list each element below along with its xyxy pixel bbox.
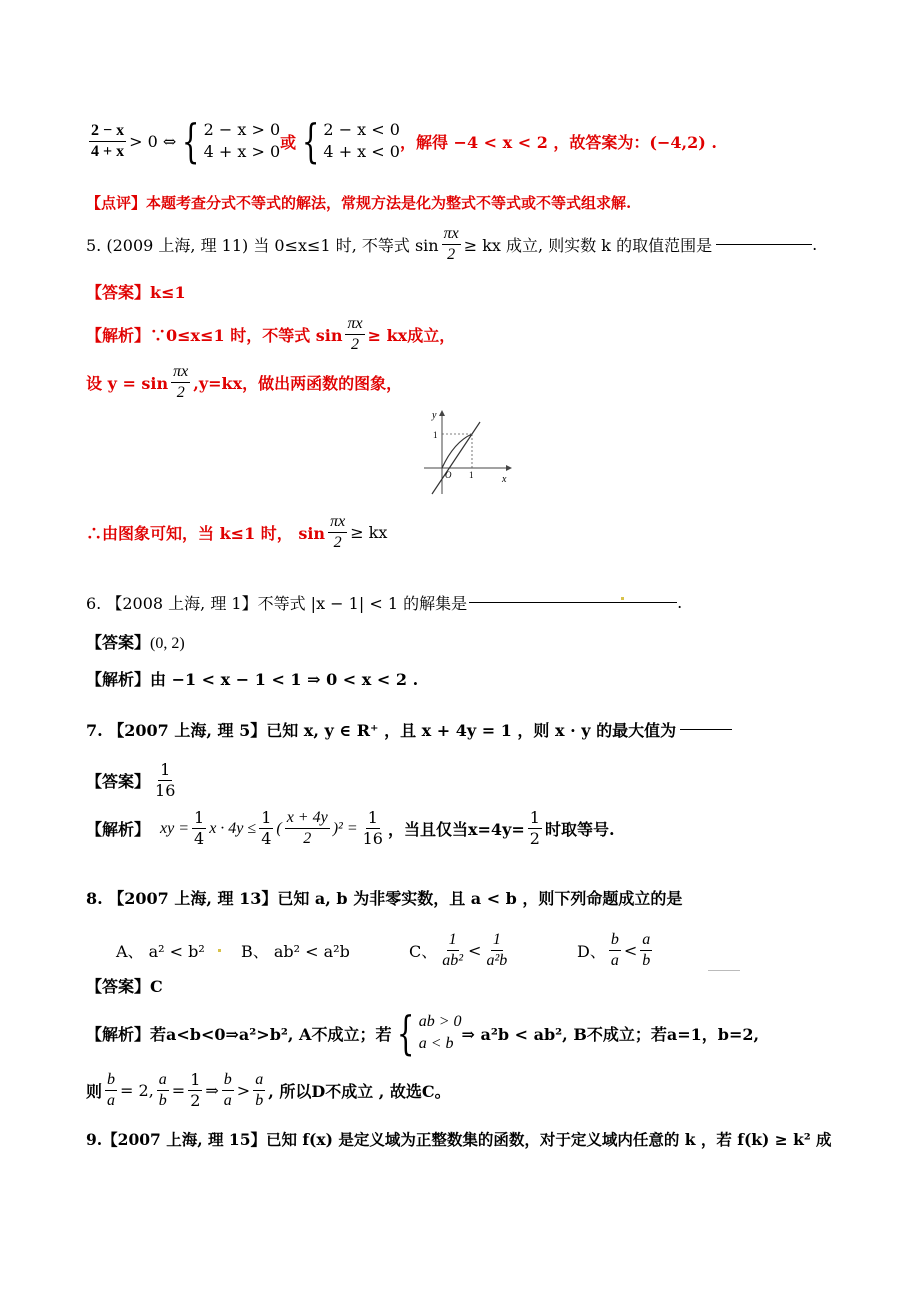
fraction — [89, 121, 126, 162]
fraction-numerator: x + 4y — [285, 808, 330, 829]
math-text: = 2, — [120, 1081, 154, 1100]
fraction — [253, 1070, 265, 1111]
math-text: ⇒ — [205, 1081, 219, 1100]
math-text: x · 4y ≤ — [209, 819, 257, 837]
q8-analysis-1 — [86, 1006, 760, 1060]
option-b: B、 ab² < a²b — [241, 942, 350, 961]
answer-label: 【答案】 — [86, 633, 151, 652]
math-text: < — [468, 941, 482, 960]
math-text: xy = — [160, 819, 190, 837]
fraction-numerator: a — [157, 1070, 169, 1091]
fraction-denominator: b — [158, 1092, 167, 1109]
fraction-denominator: 4 — [261, 829, 272, 848]
system-brace — [391, 1006, 462, 1060]
analysis-text: 时取等号. — [544, 820, 615, 839]
fraction-denominator: 2 — [176, 384, 185, 401]
fraction-numerator: 1 — [529, 808, 540, 827]
fraction — [528, 808, 542, 849]
system-brace-2 — [296, 114, 400, 168]
q9-stem: 9.【2007 上海, 理 15】已知 f(x) 是定义域为正整数集的函数，对于定义域内任意的 k ，若 f(k) ≥ k² 成 — [86, 1130, 832, 1149]
system-row: 2 − x < 0 — [323, 120, 400, 139]
fraction-numerator: 2 − x — [89, 121, 126, 142]
fraction-numerator: πx — [171, 362, 190, 383]
q8-options — [116, 930, 716, 971]
system-row: ab > 0 — [418, 1013, 462, 1030]
fraction-numerator: 1 — [447, 930, 459, 951]
q7-stem — [86, 718, 732, 741]
fraction-denominator: 16 — [362, 829, 383, 848]
analysis-label: 【解析】 — [86, 820, 151, 839]
q5-analysis-1 — [86, 314, 455, 355]
left-brace: { — [301, 114, 320, 168]
option-d — [577, 930, 655, 971]
fraction-numerator: 1 — [261, 808, 272, 827]
artifact-dot — [218, 949, 221, 952]
analysis-text: 则 — [86, 1082, 103, 1101]
system-row: a < b — [418, 1035, 454, 1052]
q4-comment: 【点评】本题考查分式不等式的解法，常规方法是化为整式不等式或不等式组求解. — [86, 194, 632, 212]
math-text: = — [171, 1081, 186, 1100]
fraction — [484, 930, 509, 971]
or-text: 或 — [280, 132, 297, 152]
option-label: D、 — [577, 942, 606, 961]
analysis-text: ⇒ a²b < ab², B不成立；若a=1，b=2, — [461, 1024, 760, 1044]
fraction-denominator: b — [255, 1092, 264, 1109]
question-text: 5. (2009 上海, 理 11) 当 0≤x≤1 时, 不等式 sin — [86, 236, 439, 255]
q8-analysis-2 — [86, 1070, 451, 1111]
answer-label: 【答案】 — [86, 772, 151, 791]
math-text: < — [623, 941, 638, 960]
artifact-dot — [621, 597, 624, 600]
left-brace: { — [182, 114, 200, 168]
q6-stem — [86, 591, 682, 614]
answer-blank — [716, 244, 812, 245]
fraction-numerator: a — [253, 1070, 265, 1091]
period: . — [812, 235, 818, 254]
analysis-text: ，当且仅当x=4y= — [387, 820, 525, 839]
analysis-text: 【解析】∵0≤x≤1 时，不等式 sin — [86, 326, 343, 345]
fraction — [442, 224, 461, 265]
fraction — [188, 1070, 202, 1111]
y-tick-label: 1 — [433, 430, 438, 440]
fraction-denominator: a — [223, 1092, 232, 1109]
q8-answer: 【答案】C — [86, 977, 163, 996]
x-axis-arrow — [506, 465, 512, 471]
fraction-numerator: 1 — [194, 808, 205, 827]
q7-answer — [86, 760, 180, 801]
q5-answer: 【答案】k≤1 — [86, 283, 186, 302]
fraction — [153, 760, 177, 801]
analysis-text: 【解析】若a<b<0⇒a²>b², A不成立；若 — [86, 1024, 392, 1044]
fraction-denominator: a — [107, 1092, 116, 1109]
fraction-denominator: 2 — [351, 336, 360, 353]
y-axis-label: y — [432, 410, 437, 421]
fraction-numerator: b — [105, 1070, 117, 1091]
math-text: > — [236, 1081, 251, 1100]
answer-blank — [469, 602, 677, 603]
fraction-denominator: ab² — [442, 952, 464, 969]
fraction-denominator: 2 — [190, 1091, 201, 1110]
system-row: 4 + x > 0 — [203, 142, 281, 161]
fraction-denominator: 4 + x — [91, 142, 125, 160]
analysis-text: ∴由图象可知，当 k≤1 时， sin — [86, 524, 326, 543]
q6-analysis: 【解析】由 −1 < x − 1 < 1 ⇒ 0 < x < 2 . — [86, 670, 419, 689]
fraction-denominator: b — [642, 952, 651, 969]
solution-text: ，解得 −4 < x < 2 ，故答案为：(−4,2) . — [399, 132, 717, 152]
fraction — [609, 930, 621, 971]
fraction — [171, 362, 190, 403]
x-tick-label: 1 — [469, 470, 474, 480]
fraction — [259, 808, 273, 849]
function-graph — [418, 408, 514, 498]
fraction-numerator: a — [640, 930, 652, 951]
math-text: ( — [276, 819, 282, 837]
fraction-numerator: 1 — [491, 930, 503, 951]
fraction-numerator: 1 — [190, 1070, 201, 1089]
analysis-text: ≥ kx成立， — [367, 326, 456, 345]
fraction — [285, 808, 330, 849]
fraction-denominator: 2 — [529, 829, 540, 848]
q5-stem — [86, 224, 817, 265]
fraction — [440, 930, 465, 971]
y-axis-arrow — [439, 410, 445, 416]
fraction-numerator: b — [609, 930, 621, 951]
system-row: 4 + x < 0 — [323, 142, 400, 161]
answer-value: (0, 2) — [150, 635, 185, 652]
q7-analysis — [86, 808, 615, 849]
q6-answer — [86, 630, 185, 653]
answer-blank — [680, 729, 732, 730]
fraction-numerator: πx — [328, 512, 347, 533]
fraction — [157, 1070, 169, 1111]
x-axis-label: x — [502, 474, 507, 485]
fraction — [328, 512, 347, 553]
fraction — [222, 1070, 234, 1111]
fraction — [640, 930, 652, 971]
question-text: 6. 【2008 上海, 理 1】不等式 |x − 1| < 1 的解集是 — [86, 594, 468, 613]
period: . — [677, 593, 683, 612]
system-row: 2 − x > 0 — [203, 120, 281, 139]
sine-curve — [442, 434, 472, 468]
math-text: )² = — [332, 819, 358, 837]
fraction-denominator: a²b — [486, 952, 508, 969]
q5-analysis-3 — [86, 512, 387, 553]
fraction-numerator: πx — [345, 314, 364, 335]
option-label: C、 — [409, 942, 438, 961]
fraction-denominator: a — [610, 952, 619, 969]
left-brace: { — [397, 1006, 415, 1060]
line-y-kx — [432, 422, 480, 494]
system-brace-1 — [176, 114, 281, 168]
origin-label: O — [445, 470, 452, 480]
fraction — [105, 1070, 117, 1111]
fraction-denominator: 2 — [447, 246, 456, 263]
fraction — [192, 808, 206, 849]
option-a: A、 a² < b² — [116, 942, 205, 961]
fraction — [345, 314, 364, 355]
question-text: ≥ kx 成立, 则实数 k 的取值范围是 — [463, 236, 713, 255]
q5-analysis-2 — [86, 362, 402, 403]
analysis-text: , 所以D不成立 , 故选C。 — [268, 1082, 451, 1101]
question-text: 7. 【2007 上海, 理 5】已知 x, y ∈ R⁺ ，且 x + 4y = 1 ，则 x · y 的最大值为 — [86, 721, 677, 740]
fraction-numerator: πx — [442, 224, 461, 245]
fraction-denominator: 2 — [303, 830, 312, 847]
q4-solution-line — [86, 114, 717, 168]
fraction — [361, 808, 385, 849]
fraction-denominator: 4 — [194, 829, 205, 848]
fraction-numerator: b — [222, 1070, 234, 1091]
fraction-numerator: 1 — [160, 760, 171, 779]
analysis-text: 设 y = sin — [86, 374, 169, 393]
option-c — [409, 930, 577, 971]
analysis-text: ,y=kx，做出两函数的图象， — [193, 374, 403, 393]
analysis-text: ≥ kx — [350, 523, 388, 542]
q8-stem: 8. 【2007 上海, 理 13】已知 a, b 为非零实数，且 a < b ，则下列命题成立的是 — [86, 889, 683, 908]
artifact-line — [708, 970, 740, 971]
inequality-text: > 0 ⇔ — [129, 131, 177, 151]
fraction-denominator: 16 — [155, 781, 176, 800]
fraction-denominator: 2 — [333, 534, 342, 551]
fraction-numerator: 1 — [367, 808, 378, 827]
